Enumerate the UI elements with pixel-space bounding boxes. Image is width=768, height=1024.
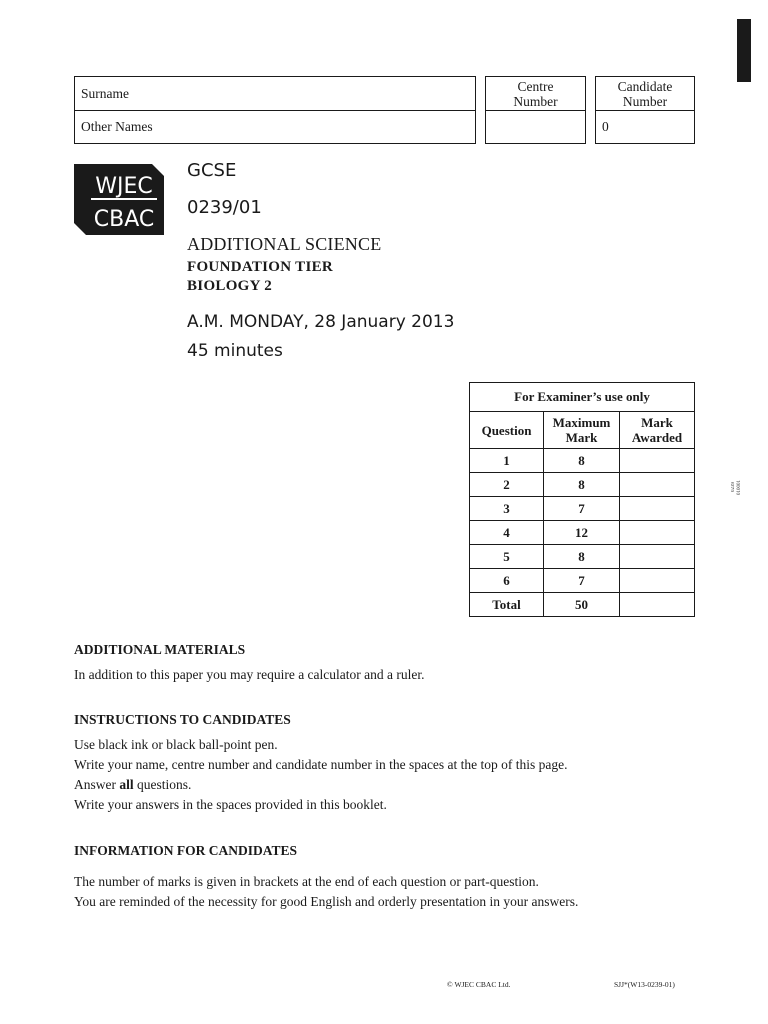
qualification: GCSE [187, 160, 237, 181]
max-mark: 7 [544, 497, 620, 521]
question-number: 5 [470, 545, 544, 569]
examiner-marks-table [469, 382, 695, 617]
question-number: 2 [470, 473, 544, 497]
max-mark: 8 [544, 473, 620, 497]
instruction-line: Write your answers in the spaces provided in this booklet. [74, 797, 387, 812]
information-text [74, 872, 578, 912]
footer-reference: SJJ*(W13-0239-01) [614, 980, 675, 989]
question-number: 1 [470, 449, 544, 473]
table-row [470, 449, 695, 473]
col-question-header: Question [470, 412, 544, 449]
table-row [470, 545, 695, 569]
col-max-mark-header: Maximum Mark [544, 412, 620, 449]
max-mark: 12 [544, 521, 620, 545]
question-number: 3 [470, 497, 544, 521]
col-mark-awarded-header: Mark Awarded [620, 412, 695, 449]
surname-field[interactable] [74, 76, 476, 111]
instruction-line: Write your name, centre number and candidate number in the spaces at the top of this page. [74, 757, 568, 772]
mark-awarded-cell[interactable] [620, 473, 695, 497]
footer-copyright: © WJEC CBAC Ltd. [447, 980, 511, 989]
mark-awarded-cell[interactable] [620, 569, 695, 593]
instructions-text [74, 735, 568, 815]
instructions-heading: INSTRUCTIONS TO CANDIDATES [74, 712, 291, 727]
other-names-field[interactable] [74, 110, 476, 144]
instruction-line: Answer all questions. [74, 777, 192, 792]
exam-date: A.M. MONDAY, 28 January 2013 [187, 312, 455, 332]
question-number: 6 [470, 569, 544, 593]
table-row [470, 473, 695, 497]
logo-text-wjec: WJEC [95, 174, 153, 199]
exam-duration: 45 minutes [187, 341, 283, 361]
tier-block [187, 258, 333, 296]
table-row [470, 569, 695, 593]
total-value: 50 [544, 593, 620, 617]
candidate-number-header: Candidate Number [595, 76, 695, 111]
total-awarded-cell[interactable] [620, 593, 695, 617]
instruction-line: Use black ink or black ball-point pen. [74, 737, 278, 752]
information-heading: INFORMATION FOR CANDIDATES [74, 843, 298, 858]
surname-label: Surname [81, 85, 129, 101]
tier: FOUNDATION TIER [187, 259, 334, 275]
candidate-number-field[interactable] [595, 110, 695, 144]
additional-materials-heading: ADDITIONAL MATERIALS [74, 642, 246, 657]
corner-marker-bar [737, 19, 751, 82]
paper-name: BIOLOGY 2 [187, 278, 273, 294]
subject-title: ADDITIONAL SCIENCE [187, 234, 382, 254]
candidate-number-prefix: 0 [602, 119, 609, 134]
total-label: Total [470, 593, 544, 617]
centre-number-field[interactable] [485, 110, 586, 144]
max-mark: 8 [544, 545, 620, 569]
centre-number-header: Centre Number [485, 76, 586, 111]
information-line: You are reminded of the necessity for good English and orderly presentation in your answers. [74, 894, 579, 909]
question-number: 4 [470, 521, 544, 545]
table-total-row [470, 593, 695, 617]
other-names-label: Other Names [81, 119, 153, 134]
mark-awarded-cell[interactable] [620, 521, 695, 545]
examiner-table-title: For Examiner’s use only [470, 383, 695, 412]
max-mark: 8 [544, 449, 620, 473]
information-line: The number of marks is given in brackets at the end of each question or part-question. [74, 874, 539, 889]
mark-awarded-cell[interactable] [620, 545, 695, 569]
max-mark: 7 [544, 569, 620, 593]
logo-graphic [74, 164, 164, 235]
table-row [470, 497, 695, 521]
additional-materials-text: In addition to this paper you may require a calculator and a ruler. [74, 667, 425, 682]
table-row [470, 521, 695, 545]
mark-awarded-cell[interactable] [620, 449, 695, 473]
side-barcode-text: 0239 010001 [731, 480, 742, 495]
paper-code: 0239/01 [187, 197, 262, 218]
logo-text-cbac: CBAC [93, 207, 155, 232]
wjec-cbac-logo [74, 164, 164, 235]
mark-awarded-cell[interactable] [620, 497, 695, 521]
